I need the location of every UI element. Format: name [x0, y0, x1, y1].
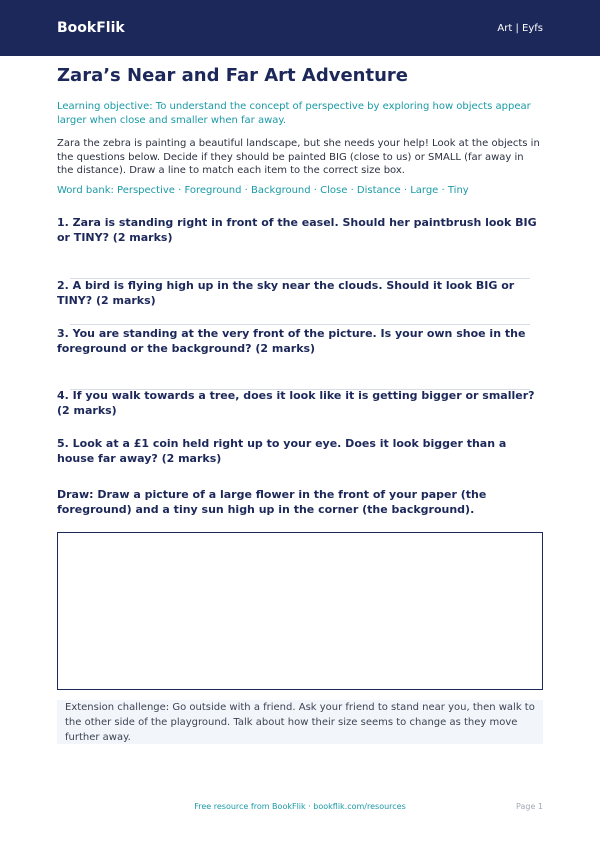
word-bank: Word bank: Perspective · Foreground · Background · Close · Distance · Large · Tiny — [57, 185, 469, 196]
header-bar — [0, 0, 600, 56]
question-5: 5. Look at a £1 coin held right up to your eye. Does it look bigger than a house far away? (2 marks) — [57, 437, 507, 465]
breadcrumb: Art | Eyfs — [497, 22, 543, 34]
learning-objective: Learning objective: To understand the concept of perspective by exploring how objects appear larger when close and smaller when far away. — [57, 101, 531, 126]
question-4: 4. If you walk towards a tree, does it look like it is getting bigger or smaller? (2 marks) — [57, 389, 535, 417]
question-3: 3. You are standing at the very front of the picture. Is your own shoe in the foreground or the background? (2 marks) — [57, 327, 526, 355]
drawing-area[interactable] — [57, 532, 543, 690]
question-2: 2. A bird is flying high up in the sky near the clouds. Should it look BIG or TINY? (2 marks) — [57, 279, 515, 307]
draw-prompt: Draw: Draw a picture of a large flower in the front of your paper (the foreground) and a tiny sun high up in the corner (the background). — [57, 488, 487, 516]
intro-text: Zara the zebra is painting a beautiful landscape, but she needs your help! Look at the objects in the questions below. Decide if they should be painted BIG (close to us) or SMALL (far away in the distance). Draw a line to match each item to the correct size box. — [57, 138, 540, 176]
footer-text: Free resource from BookFlik · bookflik.com/resources — [194, 802, 406, 811]
question-1: 1. Zara is standing right in front of the easel. Should her paintbrush look BIG or TINY? (2 marks) — [57, 216, 537, 244]
answer-line-2 — [70, 324, 530, 325]
brand-logo[interactable]: BookFlik — [57, 20, 125, 36]
extension-challenge: Extension challenge: Go outside with a friend. Ask your friend to stand near you, then walk to the other side of the playground. Talk about how their size seems to change as they move further away. — [57, 700, 543, 744]
page-title: Zara’s Near and Far Art Adventure — [57, 65, 408, 86]
page-number: Page 1 — [516, 802, 543, 811]
